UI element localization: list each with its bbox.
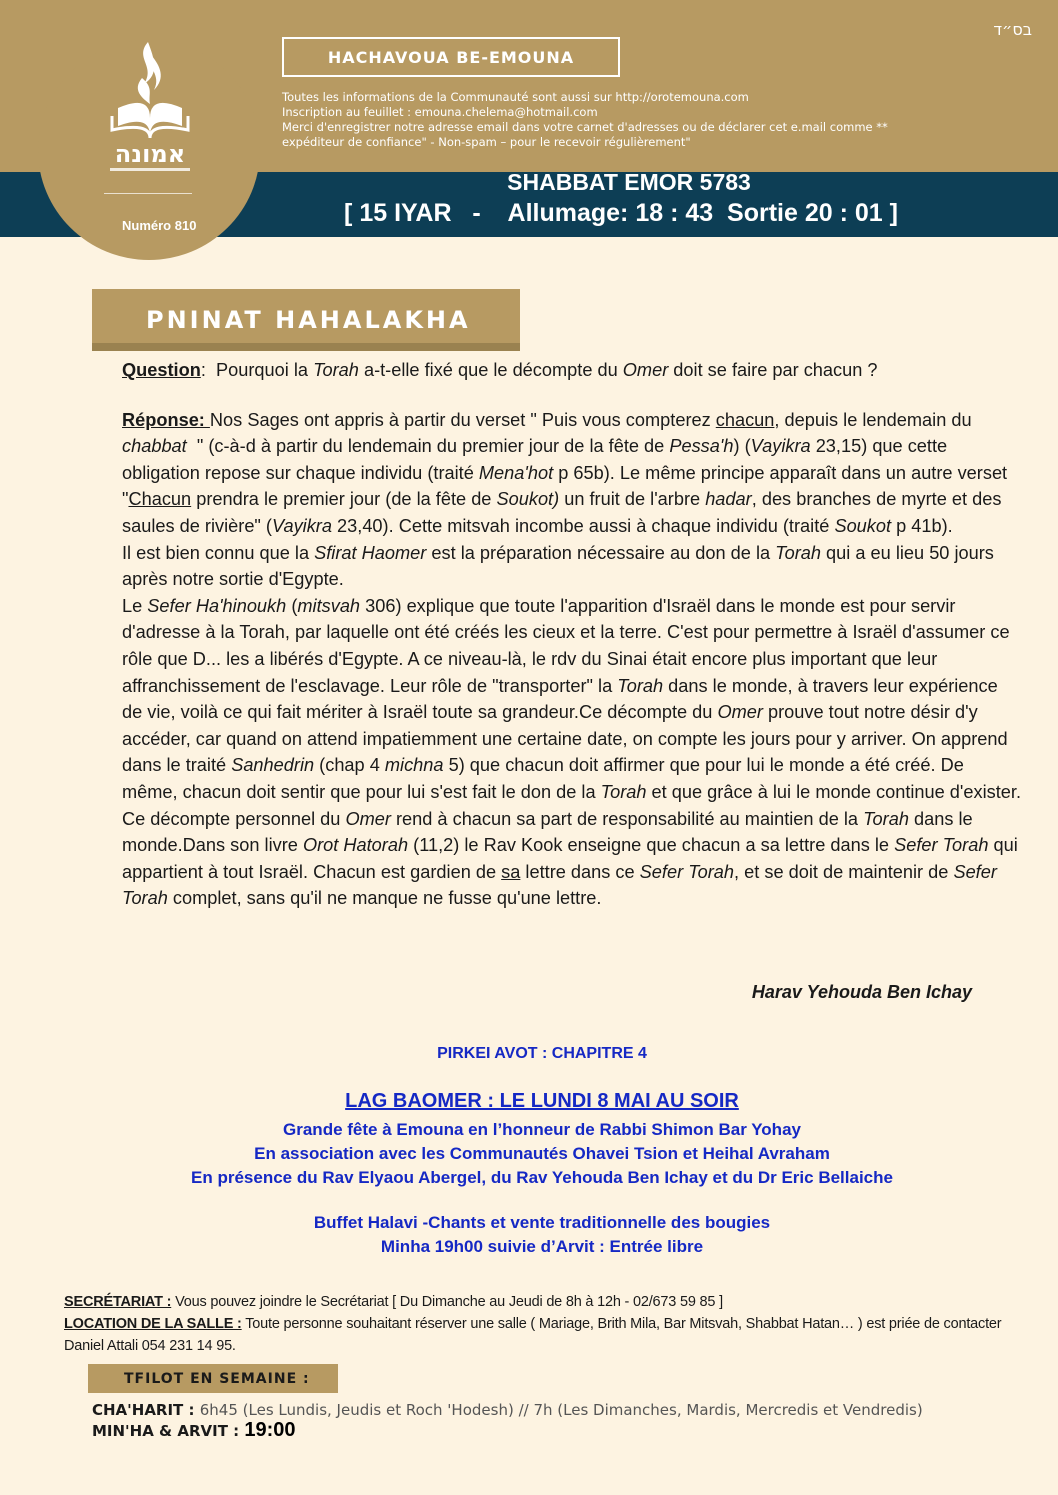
answer-label: Réponse: <box>122 409 210 430</box>
lag-baomer-line: En association avec les Communautés Ohavei Tsion et Heihal Avraham <box>254 1144 830 1163</box>
secretariat-text: Vous pouvez joindre le Secrétariat [ Du Dimanche au Jeudi de 8h à 12h - 02/673 59 85 ] <box>171 1294 723 1310</box>
lag-baomer-line: En présence du Rav Elyaou Abergel, du Rav Yehouda Ben Ichay et du Dr Eric Bellaiche <box>191 1168 893 1187</box>
halakha-article <box>122 357 1022 912</box>
secretariat-block <box>64 1291 1014 1357</box>
lag-baomer-title: LAG BAOMER : LE LUNDI 8 MAI AU SOIR <box>345 1090 739 1112</box>
buffet-line: Buffet Halavi -Chants et vente traditionnelle des bougies <box>313 1213 771 1232</box>
pirkei-avot-line: PIRKEI AVOT : CHAPITRE 4 <box>437 1045 647 1062</box>
minha-arvit-label: MIN'HA & ARVIT : <box>92 1422 245 1440</box>
shabbat-times: [ 15 IYAR - Allumage: 18 : 43 Sortie 20 : 01 ] <box>344 199 898 227</box>
newsletter-title: HACHAVOUA BE-EMOUNA <box>282 37 620 77</box>
issue-number: Numéro 810 <box>122 218 197 233</box>
location-label: LOCATION DE LA SALLE : <box>64 1316 242 1332</box>
pninat-hahalakha-banner: PNINAT HAHALAKHA <box>92 289 520 351</box>
logo-text: אמונה <box>114 140 186 168</box>
info-block <box>282 90 962 150</box>
question-paragraph: Question: Pourquoi la Torah a-t-elle fixé que le décompte du Omer doit se faire par chacun ? <box>122 360 878 380</box>
answer-paragraph: Réponse: Nos Sages ont appris à partir du verset " Puis vous compterez chacun, depuis le lendemain du chabbat " (c-à-d à partir du lendemain du premier jour de la fête de Pessa'h) (Vayikra 23,15) que cette obligation repose sur chaque individu (traité Mena'hot p 65b). Le même principe apparaît dans un autre verset "Chacun prendra le premier jour (de la fête de Soukot) un fruit de l'arbre hadar, des branches de myrte et des saules de rivière" (Vayikra 23,40). Cette mitsvah incombe aussi à chaque individu (traité Soukot p 41b). <box>122 409 1008 536</box>
info-line: expéditeur de confiance" - Non-spam – pour le recevoir régulièrement" <box>282 135 691 149</box>
info-line: Merci d'enregistrer notre adresse email dans votre carnet d'adresses ou de déclarer cet e.mail comme ** <box>282 120 888 134</box>
info-line: Inscription au feuillet : emouna.chelema@hotmail.com <box>282 105 598 119</box>
question-label: Question <box>122 360 201 380</box>
minha-line: Minha 19h00 suivie d’Arvit : Entrée libre <box>380 1237 704 1256</box>
shaharit-line <box>92 1401 923 1419</box>
bsd-mark: בס״ד <box>993 20 1032 39</box>
minha-arvit-time: 19:00 <box>244 1419 296 1441</box>
minha-arvit-line <box>92 1419 296 1442</box>
shaharit-times: 6h45 (Les Lundis, Jeudis et Roch 'Hodesh) // 7h (Les Dimanches, Mardis, Mercredis et Vendredis) <box>199 1401 923 1419</box>
author-signature: Harav Yehouda Ben Ichay <box>751 982 972 1002</box>
location-line <box>64 1313 1014 1357</box>
article-paragraph: Il est bien connu que la Sfirat Haomer est la préparation nécessaire au don de la Torah qui a eu lieu 50 jours après notre sortie d'Egypte. <box>122 542 994 590</box>
location-text: Toute personne souhaitant réserver une salle ( Mariage, Brith Mila, Bar Mitsvah, Shabbat Hatan… ) est priée de contacter Daniel Attali 054 231 14 95. <box>64 1316 1002 1354</box>
shaharit-label: CHA'HARIT : <box>92 1401 200 1419</box>
article-paragraph: Le Sefer Ha'hinoukh (mitsvah 306) explique que toute l'apparition d'Israël dans le monde est pour servir d'adresse à la Torah, par laquelle ont été créés les cieux et la terre. C'est pour permettre à Israël d'assumer ce rôle que D... les a libérés d'Egypte. A ce niveau-là, le rdv du Sinai était encore plus important que leur affranchissement de l'esclavage. Leur rôle de "transporter" la Torah dans le monde, à travers leur expérience de vie, voilà ce qui fait mériter à Israël toute sa grandeur.Ce décompte du Omer prouve tout notre désir d'y accéder, car quand on attend impatiemment une certaine date, on compte les jours pour y arriver. On apprend dans le traité Sanhedrin (chap 4 michna 5) que chacun doit affirmer que pour lui le monde a été créé. De même, chacun doit sentir que pour lui s'est fait le don de la Torah et que grâce à lui le monde continue d'exister. Ce décompte personnel du Omer rend à chacun sa part de responsabilité au maintien de la Torah dans le monde.Dans son livre Orot Hatorah (11,2) le Rav Kook enseigne que chacun a sa lettre dans le Sefer Torah qui appartient à tout Israël. Chacun est gardien de sa lettre dans ce Sefer Torah, et se doit de maintenir de Sefer Torah complet, sans qu'il ne manque ne fusse qu'une lettre. <box>122 595 1022 909</box>
emouna-logo <box>104 38 196 178</box>
lag-baomer-line: Grande fête à Emouna en l’honneur de Rabbi Shimon Bar Yohay <box>283 1120 801 1139</box>
shabbat-title: SHABBAT EMOR 5783 <box>507 169 751 195</box>
tfilot-banner: TFILOT EN SEMAINE : <box>88 1364 338 1393</box>
secretariat-label: SECRÉTARIAT : <box>64 1294 172 1310</box>
info-line: Toutes les informations de la Communauté sont aussi sur http://orotemouna.com <box>282 90 749 104</box>
secretariat-line <box>64 1291 1014 1313</box>
